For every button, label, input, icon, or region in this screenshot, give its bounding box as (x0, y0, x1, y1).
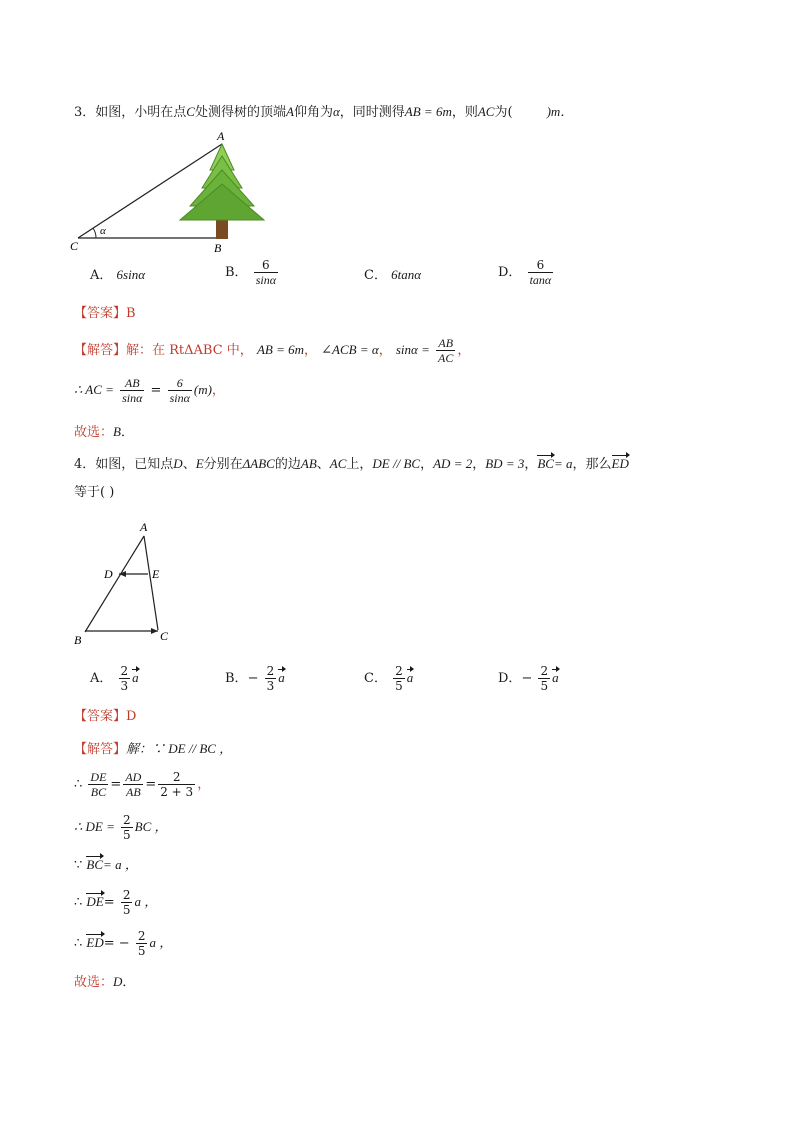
label-e: E (152, 567, 160, 581)
q3-stem: 3．如图，小明在点C处测得树的顶端A仰角为α，同时测得AB = 6m，则AC为( )m． (74, 104, 574, 120)
fraction: $\frac{2}{3}$ (120, 664, 129, 693)
label-d: D (104, 567, 113, 581)
q4-solution-line3: ∴ DE = $\frac{2}{5}$ BC ， (74, 813, 168, 842)
q3-option-a[interactable]: A． 6sinα (90, 267, 146, 283)
q4-option-b[interactable]: B．− $\frac{2}{3}$ a (225, 664, 285, 693)
fraction: $\frac{2}{2 + 3}$ (160, 770, 194, 799)
segment-ab (85, 536, 144, 632)
label-b: B (214, 241, 222, 255)
fraction: $\frac{2}{5}$ (137, 929, 146, 958)
label-a: A (217, 129, 225, 143)
tree-icon (180, 144, 264, 239)
q3-solution-line1: 【解答】解：在 RtΔABC 中， AB = 6m， ∠ACB = α， sinα = $\frac{AB}{AC}$ ， (74, 336, 471, 365)
q3-figure (66, 126, 286, 256)
fraction: $\frac{6}{\sin\alpha}$ (169, 376, 190, 405)
q3-solution-line2: ∴ AC = $\frac{AB}{\sin\alpha}$ = $\frac{6}{\sin\alpha}$ (m)， (74, 376, 225, 405)
q4-solution-line2: ∴ $\frac{DE}{BC}$ = $\frac{AD}{AB}$ = $\frac{2}{2 + 3}$ ， (74, 770, 211, 799)
q4-solution-line6: ∴ ED= − $\frac{2}{5}$ a ， (74, 929, 173, 958)
fraction: $\frac{2}{5}$ (395, 664, 403, 693)
segment-ca (78, 144, 222, 238)
angle-arc (93, 228, 96, 238)
fraction: $\frac{6}{\sin\alpha}$ (255, 258, 277, 287)
fraction: $\frac{6}{\tan\alpha}$ (529, 258, 552, 287)
q4-answer: 【答案】D (74, 709, 137, 724)
fraction: $\frac{2}{5}$ (540, 664, 549, 693)
arrow-bc-icon (151, 628, 158, 634)
q3-answer: 【答案】B (74, 306, 136, 321)
q3-choice: 故选：B． (74, 424, 134, 440)
q4-option-a[interactable]: A． $\frac{2}{3}$ a (90, 664, 139, 693)
fraction: $\frac{AD}{AB}$ (125, 770, 142, 799)
q4-stem-line2: 等于( ) (74, 485, 115, 500)
q4-figure (70, 516, 190, 650)
q4-solution-line4: ∵ BC= a ， (74, 857, 138, 873)
label-c: C (160, 629, 169, 643)
q4-stem-line1: 4．如图，已知点D、E分别在ΔABC的边AB、AC上，DE // BC，AD = 2，BD = 3，BC= a，那么ED (74, 456, 629, 472)
q4-solution-line5: ∴ DE= $\frac{2}{5}$ a ， (74, 888, 158, 917)
q4-solution-line1: 【解答】解：∵ DE // BC ， (74, 741, 233, 757)
q4-option-c[interactable]: C． $\frac{2}{5}$ a (364, 664, 414, 693)
q4-choice: 故选：D． (74, 974, 136, 990)
fraction: $\frac{2}{5}$ (123, 813, 131, 842)
q4-option-d[interactable]: D．− $\frac{2}{5}$ a (498, 664, 559, 693)
vector-ed: ED (611, 456, 629, 471)
segment-ac (144, 536, 158, 630)
q3-option-b[interactable]: B． $\frac{6}{\sin\alpha}$ (225, 258, 277, 287)
vector-bc: BC (537, 456, 554, 471)
label-alpha: α (100, 225, 106, 237)
label-c: C (70, 239, 79, 253)
fraction: $\frac{2}{3}$ (266, 664, 275, 693)
q3-number: 3． (74, 105, 96, 120)
q3-option-c[interactable]: C． 6tanα (364, 267, 422, 283)
fraction: $\frac{AB}{AC}$ (438, 336, 454, 365)
fraction: $\frac{AB}{\sin\alpha}$ (122, 376, 143, 405)
q4-number: 4． (74, 457, 96, 472)
label-a: A (140, 520, 148, 534)
q3-option-d[interactable]: D． $\frac{6}{\tan\alpha}$ (498, 258, 552, 287)
label-b: B (74, 633, 82, 647)
fraction: $\frac{DE}{BC}$ (90, 770, 107, 799)
fraction: $\frac{2}{5}$ (122, 888, 131, 917)
